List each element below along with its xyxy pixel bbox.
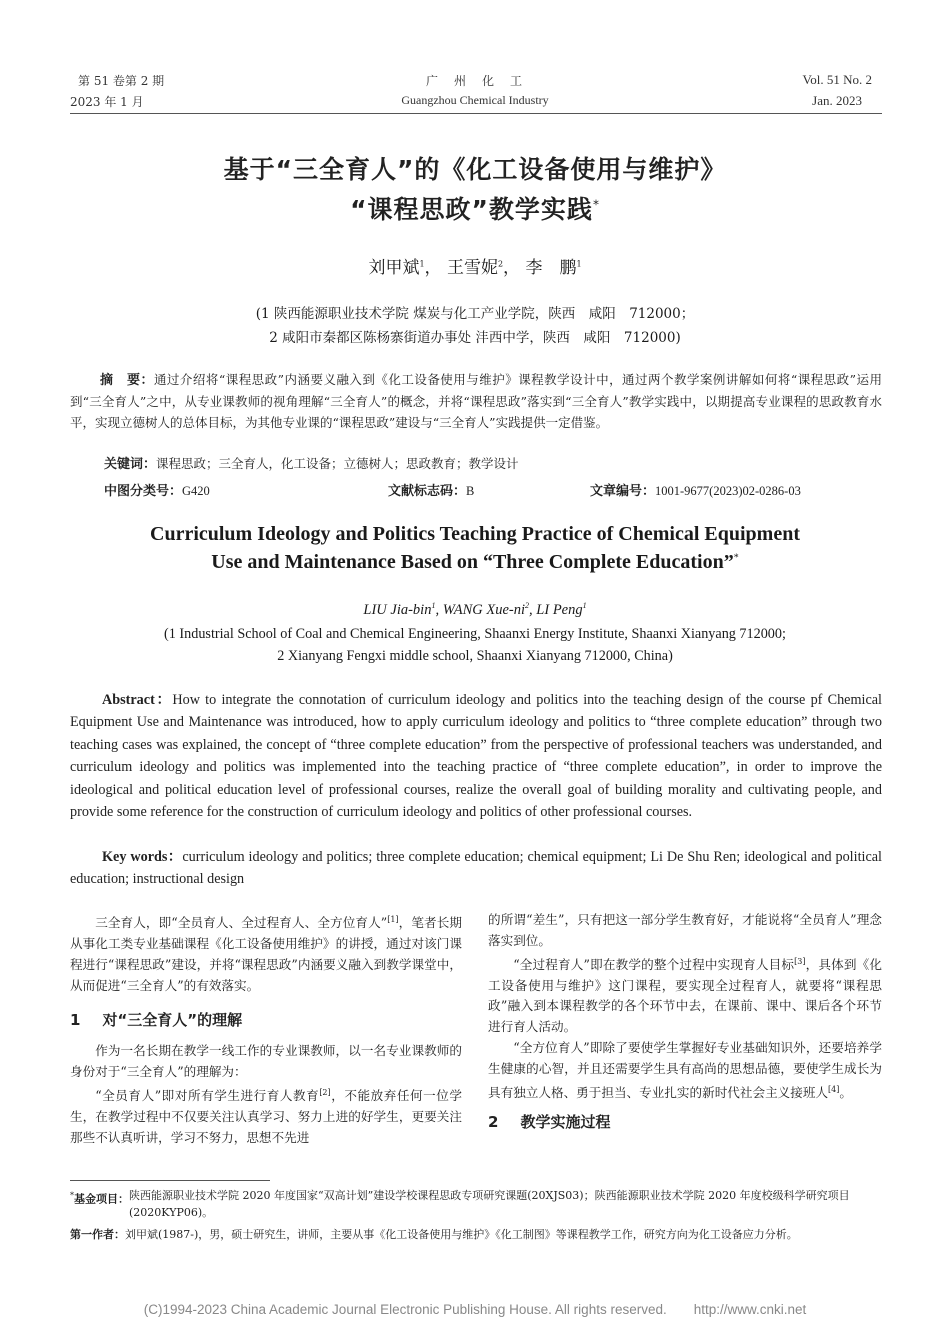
affiliation-en-2: 2 Xianyang Fengxi middle school, Shaanxi Xianyang 712000, China) [277,648,673,664]
header-rule [70,113,882,114]
footnote-first-author: 第一作者：刘甲斌(1987-)，男，硕士研究生，讲师，主要从事《化工设备使用与维护》《化工制图》等课程教学工作，研究方向为化工设备应力分析。 [70,1228,798,1241]
affiliation-cn-2: 2 咸阳市秦都区陈杨寨街道办事处 沣西中学，陕西 咸阳 712000) [269,330,681,346]
article-number: 文章编号：1001-9677(2023)02-0286-03 [590,484,801,499]
section-1-heading: 1 对“三全育人”的理解 [70,1011,243,1030]
body-paragraph: 的所谓“差生”，只有把这一部分学生教育好，才能说将“全员育人”理念落实到位。 [488,912,882,948]
author-list-cn: 刘甲斌$^1$， 王雪妮$^2$， 李 鹏$^1$ [368,258,582,278]
footnote-funding: *基金项目： 陕西能源职业技术学院 2020 年度国家“双高计划”建设学校课程思政专项研究课题(20XJS03)；陕西能源职业技术学院 2020 年度校级科学研究项目(2020KYP06)。 [70,1189,850,1219]
abstract-cn-label: 摘 要： [100,373,154,388]
header-journal-en: Guangzhou Chemical Industry [401,93,549,107]
paper-title-en-line1: Curriculum Ideology and Politics Teaching Practice of Chemical Equipment [150,523,800,545]
body-left-column [70,910,462,1148]
body-paragraph: “全员育人”即对所有学生进行育人教育[2]，不能放弃任何一位学生，在教学过程中不仅要关注认真学习、努力上进的好学生，更要关注那些不认真听讲，学习不努力，思想不先进 [70,1087,463,1145]
body-paragraph: 作为一名长期在教学一线工作的专业课教师，以一名专业课教师的身份对于“三全育人”的理解为： [70,1043,462,1079]
affiliation-cn-1: (1 陕西能源职业技术学院 煤炭与化工产业学院，陕西 咸阳 712000； [255,306,695,322]
clc-number: 中图分类号：G420 [104,484,210,499]
affiliation-en-1: (1 Industrial School of Coal and Chemical Engineering, Shaanxi Energy Institute, Shaanxi Xianyang 712000; [164,626,786,642]
author-list-en: LIU Jia-bin$^1$, WANG Xue-$ni^2$, LI Peng$^1$ [363,601,587,618]
body-paragraph: “全过程育人”即在教学的整个过程中实现育人目标[3]，具体到《化工设备使用与维护》这门课程，要实现全过程育人，就要将“课程思政”融入到本课程教学的各个环节中去，在课前、课中、课后各个环节进行育人活动。 [488,956,882,1035]
keywords-en-label: Key words： [102,849,183,865]
document-code: 文献标志码：B [388,484,475,499]
body-right-column [488,910,882,1132]
keywords-en: Key words：curriculum ideology and politics; three complete education; chemical equipment; Li De Shu Ren; ideological and political education; instructional design [70,849,882,888]
header-journal-cn: 广 州 化 工 [425,74,524,88]
paper-title-cn-line2: “课程思政”教学实践* [350,195,600,224]
abstract-cn: 摘 要：通过介绍将“课程思政”内涵要义融入到《化工设备使用与维护》课程教学设计中，通过两个教学案例讲解如何将“课程思政”运用到“三全育人”之中，从专业课教师的视角理解“三全育人”的概念，并将“课程思政”落实到“三全育人”教学实践中，以期提高专业课程的思政教育水平，实现立德树人的总体目标，为其他专业课的“课程思政”建设与“三全育人”实践提供一定借鉴。 [70,372,882,430]
section-2-heading: 2 教学实施过程 [488,1112,611,1131]
author-1: 刘甲斌 [368,258,420,278]
author-2: 王雪妮 [446,258,498,278]
footnote-rule [70,1180,270,1181]
header-date-en: Jan. 2023 [812,93,862,108]
body-paragraph: “全方位育人”即除了要使学生掌握好专业基础知识外，还要培养学生健康的心智，并且还需要学生具有高尚的思想品德，要使学生成长为具有独立人格、勇于担当、专业扎实的新时代社会主义接班人[4]。 [488,1039,882,1100]
paper-title-cn-line1: 基于“三全育人”的《化工设备使用与维护》 [223,155,727,184]
keywords-cn: 关键词：课程思政；三全育人，化工设备；立德树人；思政教育；教学设计 [104,456,519,472]
abstract-en-label: Abstract： [102,692,173,708]
paper-title-en-line2: Use and Maintenance Based on “Three Complete Education”* [211,551,739,573]
abstract-en: Abstract：How to integrate the connotation of curriculum ideology and politics into the teaching design of the course pf Chemical Equipment Use and Maintenance was introduced, how to apply curriculum ideology and politics to “three complete education” through two teaching cases was explained, the concept of “three complete education” from the perspective of professional teachers was understanded, and curriculum ideology and politics was implemented into the teaching practice of “three complete education”, in order to improve the ideological and political education level of professional courses, realize the overall goal of building morality and cultivating people, and provide some reference for the construction of curriculum ideology and politics of other professional courses. [70,692,882,821]
author-3: 李 鹏 [525,258,577,278]
copyright-notice: (C)1994-2023 China Academic Journal Electronic Publishing House. All rights reserved. http://www.cnki.net [143,1302,807,1317]
keywords-cn-label: 关键词： [104,457,157,472]
body-paragraph: 三全育人，即“全员育人、全过程育人、全方位育人”[1]，笔者长期从事化工类专业基础课程《化工设备使用维护》的讲授，通过对该门课程进行“课程思政”建设，并将“课程思政”内涵要义融入到教学课堂中，从而促进“三全育人”的有效落实。 [70,915,462,993]
header-volume-cn: 第 51 卷第 2 期 [78,74,165,88]
header-date-cn: 2023 年 1 月 [70,95,144,109]
header-volume-en: Vol. 51 No. 2 [802,72,872,87]
